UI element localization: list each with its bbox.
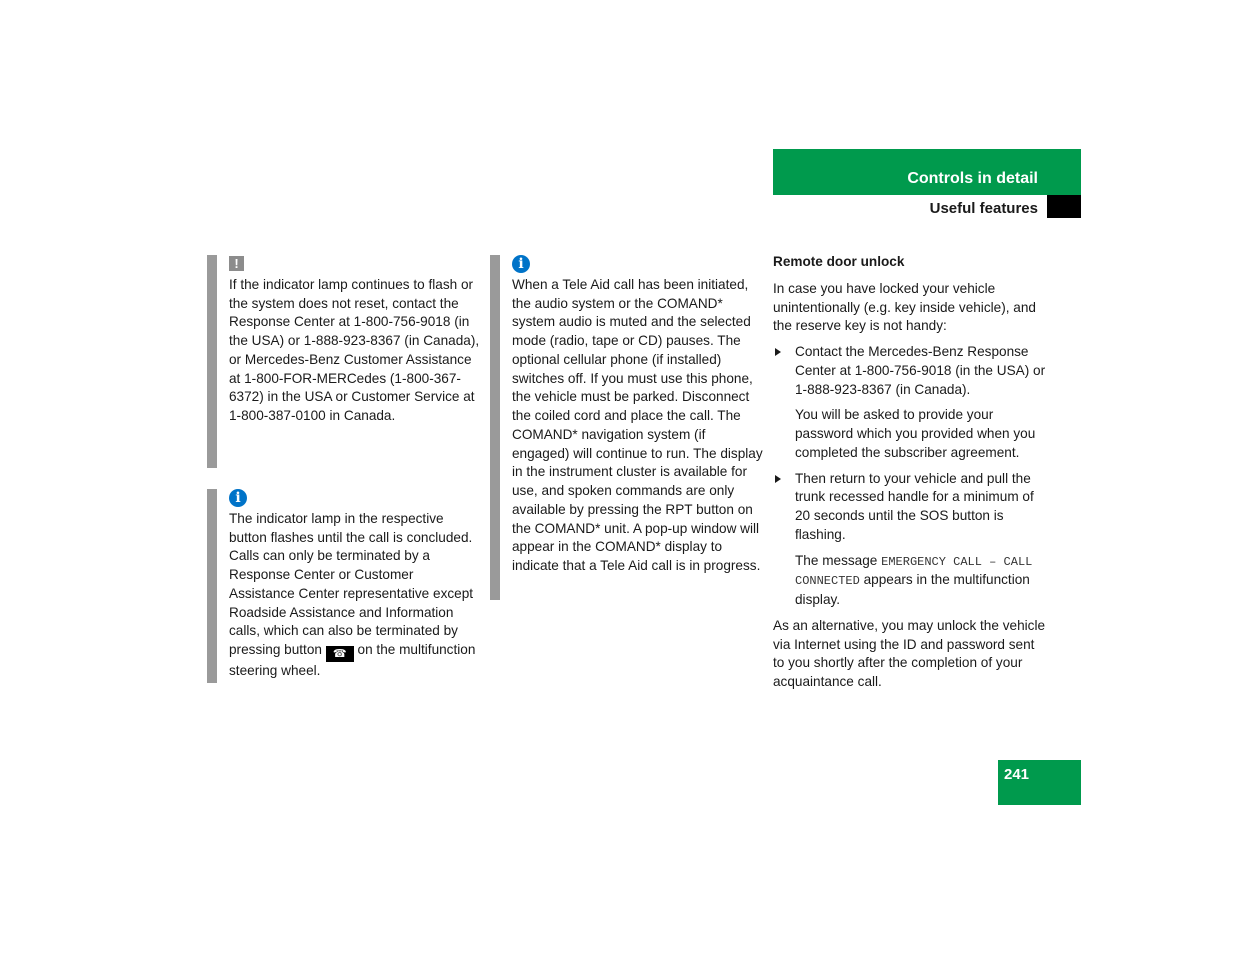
subsection-header	[773, 195, 1047, 218]
header-marker-block	[1047, 195, 1081, 218]
info-text-tele-aid: When a Tele Aid call has been initiated, the audio system or the COMAND* system audio is muted and the selected mode (radio, tape or CD) pauses. The optional cellular phone (if installed) switches off. If you must use this phone, the vehicle must be parked. Disconnect the coiled cord and place the call. The COMAND* navigation system (if engaged) will continue to run. The display in the instrument cluster is available for use, and spoken commands are only available by pressing the RPT button on the COMAND* unit. A pop-up window will appear in the COMAND* display to indicate that a Tele Aid call is in progress.	[512, 276, 763, 573]
subsection-title: Useful features	[929, 200, 1038, 217]
step-note: The message EMERGENCY CALL – CALL CONNECTED appears in the multifunction display.	[795, 552, 1033, 607]
warning-note	[207, 255, 482, 468]
intro-paragraph: In case you have locked your vehicle unintentionally (e.g. key inside vehicle), and the reserve key is not handy:	[773, 280, 1036, 334]
display-message: EMERGENCY CALL – CALL CONNECTED	[795, 554, 1033, 589]
section-header	[773, 149, 1081, 195]
page-number: 241	[998, 760, 1081, 805]
warning-text: If the indicator lamp continues to flash or the system does not reset, contact the Response Center at 1-800-756-9018 (in the USA) or 1-888-923-8367 (in Canada), or Mercedes-Benz Customer Assistance at 1-800-FOR-MERCedes (1-800-367-6372) in the USA or Customer Service at 1-800-387-0100 in Canada.	[229, 276, 480, 423]
phone-hangup-icon: ☎	[326, 646, 354, 662]
step-note: You will be asked to provide your password which you provided when you completed the subscriber agreement.	[795, 407, 1036, 460]
alternative-paragraph: As an alternative, you may unlock the vehicle via Internet using the ID and password sent to you shortly after the completion of your acquaintance call.	[773, 617, 1046, 689]
bullet-triangle-icon	[775, 348, 781, 356]
bullet-triangle-icon	[775, 475, 781, 483]
instruction-step: Then return to your vehicle and pull the trunk recessed handle for a minimum of 20 seconds until the SOS button is flashing.	[773, 470, 1048, 545]
section-heading: Remote door unlock	[773, 254, 905, 269]
warning-icon: !	[229, 256, 244, 271]
info-icon: i	[229, 489, 247, 507]
section-title: Controls in detail	[907, 170, 1038, 187]
instruction-step: Contact the Mercedes-Benz Response Center at 1-800-756-9018 (in the USA) or 1-888-923-8367 (in Canada).	[773, 343, 1048, 399]
info-note-indicator-lamp	[207, 489, 482, 683]
remote-door-unlock-section	[773, 253, 1048, 699]
info-text-indicator-lamp: The indicator lamp in the respective button flashes until the call is concluded. Calls can only be terminated by a Response Center or Customer Assistance Center representative except Roadside Assistance and Information calls, which can also be terminated by pressing button ☎ on the multifunction steering wheel.	[229, 510, 476, 678]
info-icon: i	[512, 255, 530, 273]
info-note-tele-aid	[490, 255, 765, 600]
